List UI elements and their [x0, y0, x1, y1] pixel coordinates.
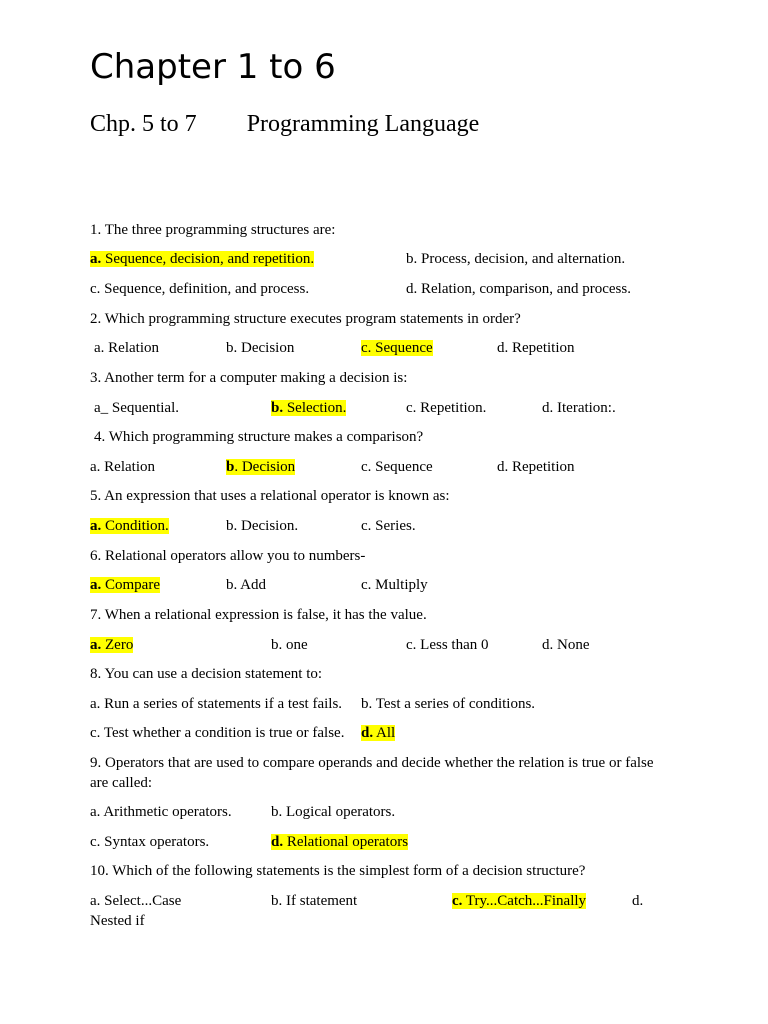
q4-option-c-text: Sequence	[371, 459, 433, 475]
q6-option-a	[90, 575, 160, 595]
q2-option-d-letter: d.	[497, 340, 509, 356]
q2-option-a-text: Relation	[104, 340, 159, 356]
q3-option-a-text: Sequential.	[108, 400, 179, 416]
q6-option-c-text: Multiply	[371, 577, 428, 593]
q8-option-c-text: Test whether a condition is true or false.	[100, 725, 345, 741]
q1-option-c	[90, 279, 309, 299]
q2-option-a-letter: a.	[94, 340, 105, 356]
q9-option-c-letter: c.	[90, 834, 101, 850]
q10-option-c-text: Try...Catch...Finally	[462, 893, 587, 909]
q3-option-c	[406, 398, 486, 418]
q6-option-c-letter: c.	[361, 577, 372, 593]
q5-option-c-text: Series.	[371, 518, 416, 534]
q4-option-d	[497, 457, 575, 477]
q8-option-a-letter: a.	[90, 696, 101, 712]
q5-option-b-text: Decision.	[237, 518, 299, 534]
q8-option-d-text: All	[373, 725, 396, 741]
q4-option-b	[226, 457, 295, 477]
page-subtitle	[90, 108, 479, 140]
q7-option-a-text: Zero	[101, 637, 134, 653]
q4-option-a-text: Relation	[100, 459, 155, 475]
q9-option-c-text: Syntax operators.	[100, 834, 210, 850]
q1-option-d-text: Relation, comparison, and process.	[417, 281, 631, 297]
q9-option-b-text: Logical operators.	[282, 804, 396, 820]
q5-option-c	[361, 516, 416, 536]
q3-option-b-text: Selection.	[283, 400, 347, 416]
page-title: Chapter 1 to 6	[90, 47, 336, 87]
q3-option-a	[94, 398, 179, 418]
q1-option-d	[406, 279, 631, 299]
q4-option-b-text: . Decision	[234, 459, 296, 475]
q4-option-a-letter: a.	[90, 459, 101, 475]
q7-option-a-letter: a.	[90, 637, 102, 653]
q5-option-c-letter: c.	[361, 518, 372, 534]
question-1: 1. The three programming structures are:	[90, 222, 336, 238]
q7-option-b-text: one	[282, 637, 308, 653]
q10-option-c	[452, 891, 586, 911]
q9-option-d	[271, 832, 408, 852]
q8-option-c-letter: c.	[90, 725, 101, 741]
q5-option-b-letter: b.	[226, 518, 238, 534]
q6-option-a-letter: a.	[90, 577, 102, 593]
q9-option-c	[90, 832, 209, 852]
q1-option-c-letter: c.	[90, 281, 101, 297]
q6-option-b	[226, 575, 266, 595]
q7-option-d	[542, 635, 590, 655]
q7-option-d-letter: d.	[542, 637, 554, 653]
q2-option-a	[94, 338, 159, 358]
q10-option-a-text: Select...Case	[100, 893, 182, 909]
q2-option-d	[497, 338, 575, 358]
q4-option-b-letter: b	[226, 459, 235, 475]
q3-option-b-letter: b.	[271, 400, 284, 416]
question-2: 2. Which programming structure executes program statements in order?	[90, 311, 521, 327]
q9-option-a	[90, 802, 232, 822]
question-5: 5. An expression that uses a relational operator is known as:	[90, 488, 450, 504]
q4-option-c	[361, 457, 433, 477]
q5-option-a-text: Condition.	[101, 518, 169, 534]
q3-option-c-letter: c.	[406, 400, 417, 416]
q7-option-b-letter: b.	[271, 637, 283, 653]
q7-option-c-text: Less than 0	[416, 637, 489, 653]
q9-option-a-text: Arithmetic operators.	[100, 804, 232, 820]
q1-option-d-letter: d.	[406, 281, 418, 297]
q1-option-b	[406, 249, 625, 269]
q8-option-a-text: Run a series of statements if a test fails.	[100, 696, 343, 712]
q7-option-d-text: None	[553, 637, 590, 653]
q8-option-d-letter: d.	[361, 725, 374, 741]
q5-option-a-letter: a.	[90, 518, 102, 534]
q5-option-b	[226, 516, 298, 536]
q8-option-a	[90, 694, 342, 714]
q3-option-d	[542, 398, 616, 418]
q4-option-d-letter: d.	[497, 459, 509, 475]
q10-option-a-letter: a.	[90, 893, 101, 909]
q7-option-c-letter: c.	[406, 637, 417, 653]
q9-option-d-letter: d.	[271, 834, 284, 850]
q10-option-b-text: If statement	[282, 893, 358, 909]
q10-option-b	[271, 891, 357, 911]
q8-option-c	[90, 723, 344, 743]
q2-option-b-letter: b.	[226, 340, 238, 356]
q3-option-a-letter: a_	[94, 400, 109, 416]
question-3: 3. Another term for a computer making a decision is:	[90, 370, 408, 386]
q4-option-d-text: Repetition	[508, 459, 575, 475]
q2-option-b-text: Decision	[237, 340, 295, 356]
q2-option-d-text: Repetition	[508, 340, 575, 356]
question-9: 9. Operators that are used to compare operands and decide whether the relation is true or false are called:	[90, 755, 654, 791]
question-6: 6. Relational operators allow you to numbers-	[90, 548, 366, 564]
q10-option-d-letter: d.	[632, 893, 644, 909]
q3-option-c-text: Repetition.	[416, 400, 487, 416]
q2-option-c-text: Sequence	[371, 340, 433, 356]
q1-option-b-text: Process, decision, and alternation.	[417, 251, 626, 267]
q8-option-b-text: Test a series of conditions.	[372, 696, 536, 712]
q7-option-b	[271, 635, 308, 655]
q9-option-b-letter: b.	[271, 804, 283, 820]
q7-option-a	[90, 635, 133, 655]
q4-option-a	[90, 457, 155, 477]
question-10: 10. Which of the following statements is the simplest form of a decision structure?	[90, 863, 586, 879]
q2-option-b	[226, 338, 294, 358]
q8-option-d	[361, 723, 395, 743]
q7-option-c	[406, 635, 489, 655]
q2-option-c-letter: c.	[361, 340, 372, 356]
q3-option-b	[271, 398, 346, 418]
q8-option-b-letter: b.	[361, 696, 373, 712]
q10-option-d-text: Nested if	[90, 913, 145, 929]
q6-option-a-text: Compare	[101, 577, 160, 593]
question-7: 7. When a relational expression is false, it has the value.	[90, 607, 427, 623]
question-4: 4. Which programming structure makes a comparison?	[94, 429, 424, 445]
q5-option-a	[90, 516, 169, 536]
q3-option-d-text: Iteration:.	[553, 400, 616, 416]
q8-option-b	[361, 694, 535, 714]
q1-option-b-letter: b.	[406, 251, 418, 267]
q10-option-a	[90, 891, 181, 911]
q4-option-c-letter: c.	[361, 459, 372, 475]
q10-option-c-letter: c.	[452, 893, 463, 909]
q6-option-b-text: Add	[237, 577, 267, 593]
q1-option-a	[90, 249, 314, 269]
chapter-range: Chp. 5 to 7	[90, 111, 197, 137]
q9-option-b	[271, 802, 395, 822]
subject-name: Programming Language	[246, 111, 480, 137]
question-8: 8. You can use a decision statement to:	[90, 666, 323, 682]
q1-option-a-letter: a.	[90, 251, 102, 267]
q6-option-b-letter: b.	[226, 577, 238, 593]
q9-option-a-letter: a.	[90, 804, 101, 820]
q2-option-c	[361, 338, 433, 358]
q3-option-d-letter: d.	[542, 400, 554, 416]
q10-option-b-letter: b.	[271, 893, 283, 909]
q1-option-c-text: Sequence, definition, and process.	[100, 281, 310, 297]
q1-option-a-text: Sequence, decision, and repetition.	[101, 251, 315, 267]
q9-option-d-text: Relational operators	[283, 834, 409, 850]
q6-option-c	[361, 575, 428, 595]
